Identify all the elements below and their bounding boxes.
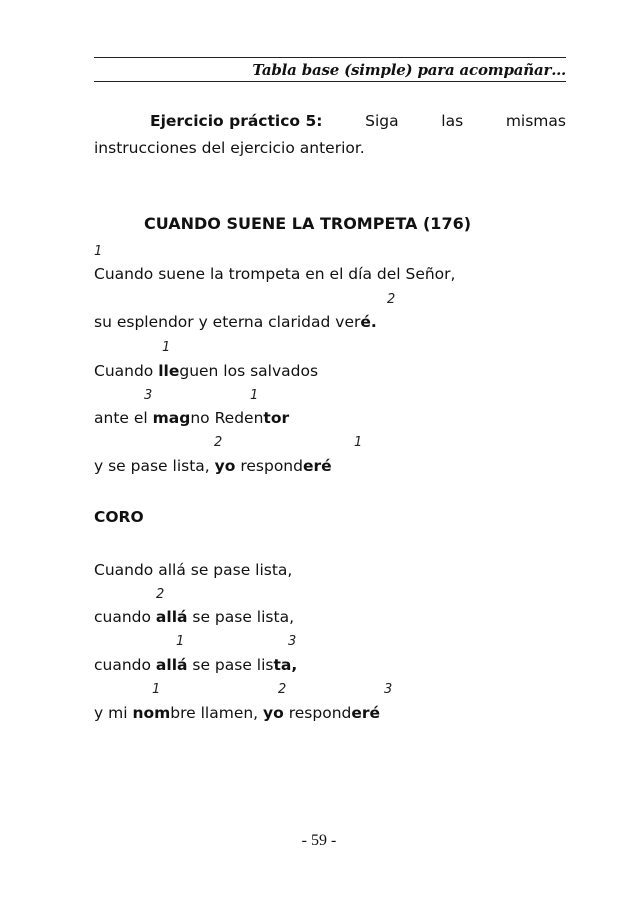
exercise-label: Ejercicio práctico 5: bbox=[150, 112, 323, 130]
verse-line: y se pase lista, yo responderé bbox=[94, 457, 332, 475]
chord-number: 3 bbox=[144, 388, 153, 403]
verse-line: Cuando lleguen los salvados bbox=[94, 362, 319, 380]
running-header: Tabla base (simple) para acompañar… bbox=[252, 61, 566, 79]
chorus-line: Cuando allá se pase lista, bbox=[94, 561, 293, 579]
chord-number: 1 bbox=[250, 388, 259, 403]
verse-line: Cuando suene la trompeta en el día del Señor, bbox=[94, 265, 456, 283]
intro-word: mismas bbox=[505, 112, 566, 130]
verse-line: su esplendor y eterna claridad veré. bbox=[94, 313, 377, 331]
chorus-label: CORO bbox=[94, 508, 144, 526]
intro-word: las bbox=[441, 112, 464, 130]
chorus-line: y mi nombre llamen, yo responderé bbox=[94, 704, 381, 722]
chorus-line: cuando allá se pase lista, bbox=[94, 656, 298, 674]
chord-number: 1 bbox=[162, 340, 171, 355]
chord-number: 2 bbox=[156, 587, 165, 602]
chord-number: 1 bbox=[152, 682, 161, 697]
chorus-line: cuando allá se pase lista, bbox=[94, 608, 295, 626]
song-title: CUANDO SUENE LA TROMPETA (176) bbox=[144, 214, 472, 233]
chord-number: 2 bbox=[214, 435, 223, 450]
chord-number: 1 bbox=[176, 634, 185, 649]
verse-line: ante el magno Redentor bbox=[94, 409, 290, 427]
header-rule-bottom bbox=[94, 81, 566, 82]
intro-second-line: instrucciones del ejercicio anterior. bbox=[94, 139, 365, 157]
chord-number: 1 bbox=[354, 435, 363, 450]
chord-number: 2 bbox=[387, 292, 396, 307]
chord-number: 3 bbox=[288, 634, 297, 649]
intro-word: Siga bbox=[365, 112, 399, 130]
chord-number: 1 bbox=[94, 244, 103, 259]
header-rule-top bbox=[94, 57, 566, 58]
chord-number: 2 bbox=[278, 682, 287, 697]
intro-first-line bbox=[150, 112, 566, 130]
chord-number: 3 bbox=[384, 682, 393, 697]
page-number: - 59 - bbox=[301, 832, 337, 849]
